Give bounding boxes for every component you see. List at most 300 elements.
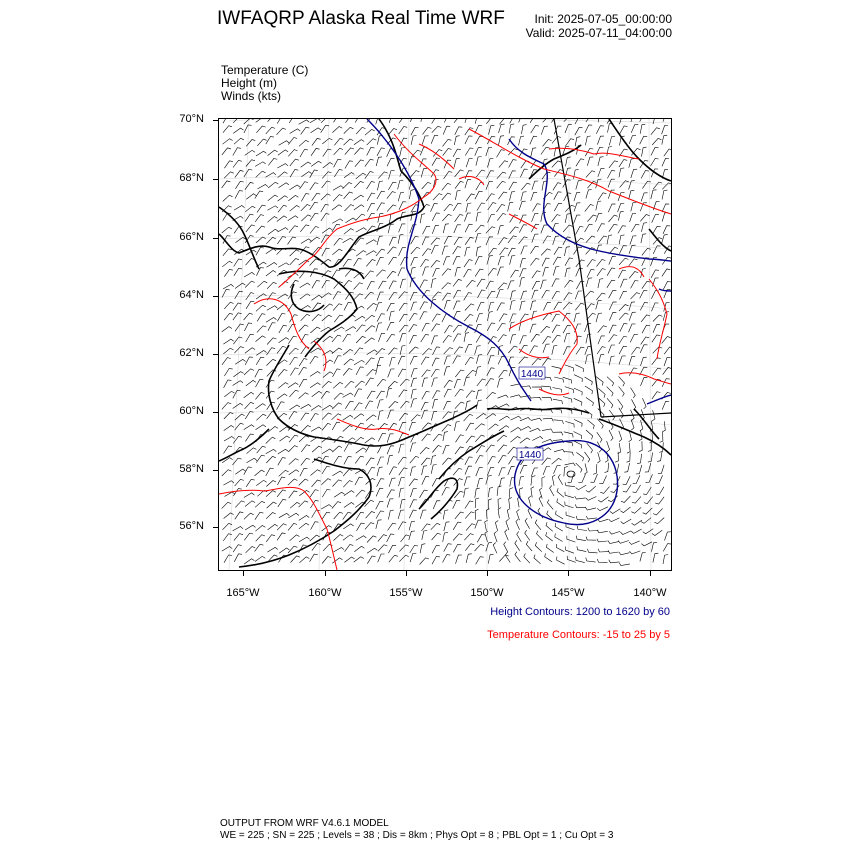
wind-barb	[299, 393, 309, 399]
wind-barb	[608, 345, 615, 353]
wind-barb	[623, 485, 631, 493]
wind-barb	[256, 248, 264, 256]
wind-barb	[510, 192, 516, 201]
wind-barb	[267, 217, 277, 223]
wind-barb	[497, 379, 503, 388]
wind-barb	[400, 333, 406, 342]
wind-barb	[596, 213, 603, 222]
wind-barb	[627, 452, 631, 462]
wind-barb	[564, 293, 572, 301]
wind-barb	[334, 170, 342, 178]
map-panel	[218, 118, 672, 571]
wind-barb	[422, 477, 429, 485]
wind-barb	[453, 203, 461, 211]
wind-barb	[411, 389, 417, 398]
wind-barb	[575, 119, 583, 124]
wind-barb	[366, 512, 375, 519]
wind-barb	[499, 478, 504, 487]
wind-barb	[233, 303, 242, 310]
wind-barb	[596, 245, 602, 254]
wind-barb	[543, 236, 551, 244]
wind-barb	[565, 492, 574, 498]
wind-barb	[651, 270, 659, 278]
wind-barb	[465, 179, 471, 188]
wind-barb	[532, 311, 537, 320]
wind-barb	[629, 190, 635, 199]
wind-barb	[346, 218, 356, 223]
wind-barb	[288, 138, 297, 145]
wind-barb	[388, 369, 395, 378]
map-canvas	[219, 119, 671, 570]
wind-barb	[433, 194, 442, 201]
wind-barb	[223, 284, 234, 289]
wind-barb	[255, 404, 265, 409]
wind-barb	[344, 457, 352, 465]
wind-barb	[511, 416, 522, 420]
wind-barb	[585, 355, 590, 365]
wind-barb	[432, 556, 440, 564]
wind-barb	[222, 327, 232, 332]
wind-barb	[432, 533, 441, 540]
wind-barb	[475, 269, 483, 277]
wind-barb	[266, 271, 276, 277]
wind-barb	[431, 523, 441, 530]
wind-barb	[498, 257, 504, 266]
wind-barb	[466, 436, 475, 443]
wind-barb	[410, 500, 417, 508]
wind-barb	[233, 160, 242, 167]
wind-barb	[398, 192, 404, 201]
wind-barb	[640, 124, 645, 134]
wind-barb	[519, 476, 524, 486]
wind-barb	[334, 456, 342, 464]
wind-barb	[553, 183, 561, 191]
wind-barb	[246, 479, 254, 487]
wind-barb	[332, 502, 341, 509]
wind-barb	[652, 358, 661, 365]
wind-barb	[495, 521, 498, 532]
wind-barb	[529, 496, 532, 507]
wind-barb	[400, 279, 406, 288]
init-time: Init: 2025-07-05_00:00:00	[534, 12, 672, 26]
wind-barb	[431, 238, 440, 245]
wind-barb	[575, 127, 583, 135]
wind-barb	[422, 531, 428, 540]
wind-barb	[290, 250, 300, 256]
wind-barb	[377, 292, 384, 300]
wind-barb	[333, 195, 342, 202]
wind-barb	[553, 432, 563, 435]
wind-barb	[642, 281, 651, 288]
wind-barb	[662, 190, 667, 199]
wind-barb	[222, 502, 232, 508]
wind-barb	[356, 325, 365, 332]
wind-barb	[498, 456, 506, 464]
wind-barb	[631, 202, 637, 211]
wind-barb	[543, 418, 554, 421]
wind-barb	[652, 368, 661, 375]
wind-barb	[421, 168, 427, 177]
wind-barb	[520, 465, 527, 473]
wind-barb	[486, 181, 493, 189]
wind-barb	[223, 195, 233, 201]
wind-barb	[586, 236, 595, 243]
wind-barb	[322, 248, 330, 256]
wind-barb	[268, 427, 278, 433]
wind-barb	[443, 446, 450, 454]
wind-barb	[488, 302, 494, 311]
wind-barb	[399, 127, 408, 135]
wind-barb	[453, 534, 462, 541]
wind-barb	[497, 435, 507, 441]
wind-barb	[498, 283, 507, 290]
wind-barb	[510, 227, 519, 234]
wind-barb	[322, 138, 332, 144]
wind-barb	[399, 444, 405, 453]
wind-barb	[354, 414, 364, 419]
wind-barb	[607, 235, 612, 244]
wind-barb	[442, 283, 452, 290]
wind-barb	[256, 294, 266, 299]
wind-barb	[410, 553, 416, 562]
wind-barb	[388, 510, 393, 519]
wind-barb	[663, 226, 670, 234]
wind-barb	[586, 171, 595, 178]
wind-barb	[486, 509, 489, 520]
wind-barb	[618, 270, 626, 278]
wind-barb	[610, 509, 620, 514]
wind-barb	[257, 139, 266, 146]
wind-barb	[279, 427, 289, 432]
wind-barb	[399, 413, 408, 420]
wind-barb	[509, 457, 517, 465]
wind-barb	[510, 395, 521, 398]
wind-barb	[444, 348, 453, 355]
wind-barb	[244, 533, 253, 540]
wind-barb	[291, 556, 300, 563]
wind-barb	[288, 216, 298, 221]
field-height: Height (m)	[221, 76, 278, 90]
wind-barb	[607, 268, 615, 276]
wind-barb	[505, 530, 509, 541]
wind-barb	[420, 490, 428, 498]
wind-barb	[598, 279, 603, 288]
wind-barb	[630, 551, 641, 554]
wind-barb	[574, 388, 582, 395]
wind-barb	[465, 148, 473, 156]
wind-barb	[532, 271, 541, 278]
wind-barb	[640, 215, 649, 222]
wind-barb	[508, 281, 515, 290]
wind-barb	[411, 302, 417, 311]
wind-barb	[246, 301, 254, 309]
wind-barb	[223, 249, 232, 256]
wind-barb	[443, 336, 452, 343]
wind-barb	[289, 491, 298, 498]
wind-barb	[550, 486, 554, 497]
wind-barb	[508, 236, 517, 243]
wind-barb	[257, 446, 266, 453]
wind-barb	[543, 337, 552, 344]
wind-barb	[420, 544, 425, 554]
wind-barb	[455, 447, 464, 454]
wind-barb	[497, 150, 505, 158]
wind-barb	[568, 474, 574, 483]
wind-barb	[641, 234, 646, 243]
wind-barb	[354, 348, 363, 355]
wind-barb	[453, 501, 460, 509]
wind-barb	[476, 390, 482, 399]
wind-barb	[598, 119, 603, 122]
wind-barb	[652, 392, 661, 399]
wind-barb	[332, 205, 342, 210]
wind-barb	[354, 546, 364, 551]
wind-barb	[486, 476, 492, 485]
wind-barb	[444, 356, 451, 365]
wind-barb	[267, 306, 278, 311]
wind-barb	[422, 378, 428, 387]
wind-barb	[387, 434, 393, 443]
wind-barb	[255, 512, 264, 519]
wind-barb	[343, 469, 352, 476]
wind-barb	[530, 301, 536, 310]
wind-barb	[662, 401, 669, 409]
wind-barb	[389, 237, 396, 245]
wind-barb	[542, 439, 553, 442]
wind-barb	[596, 126, 604, 134]
wind-barb	[420, 147, 427, 155]
wind-barb	[557, 499, 564, 508]
wind-barb	[464, 333, 469, 343]
wind-barb	[541, 147, 550, 154]
wind-barb	[244, 323, 252, 331]
wind-barb	[312, 281, 320, 289]
wind-barb	[444, 236, 452, 244]
wind-barb	[598, 388, 605, 397]
wind-barb	[301, 127, 310, 134]
wind-barb	[289, 470, 299, 475]
wind-barb	[321, 293, 331, 298]
wind-barb	[510, 119, 518, 123]
lon-label-160: 160°W	[308, 587, 342, 599]
wind-barb	[354, 195, 364, 200]
wind-barb	[653, 226, 661, 234]
wind-barb	[657, 452, 662, 462]
wind-barb	[508, 467, 515, 475]
wind-barb	[621, 519, 632, 524]
wind-barb	[334, 138, 343, 145]
wind-barb	[443, 224, 449, 233]
wind-barb	[541, 225, 548, 233]
wind-barb	[487, 467, 494, 475]
wind-barb	[585, 410, 592, 419]
wind-barb	[299, 140, 309, 146]
wind-barb	[563, 347, 570, 355]
wind-barb	[510, 488, 514, 498]
wind-barb	[411, 127, 419, 135]
wind-barb	[608, 179, 615, 187]
wind-barb	[343, 183, 353, 189]
wind-barb	[563, 377, 572, 383]
wind-barb	[543, 302, 550, 310]
wind-barb	[629, 356, 635, 365]
wind-barb	[377, 148, 385, 156]
wind-barb	[409, 347, 418, 354]
wind-barb	[346, 119, 355, 123]
wind-barb	[507, 508, 510, 519]
wind-barb	[629, 272, 638, 279]
wind-barb	[554, 420, 564, 424]
wind-barb	[422, 182, 431, 189]
wind-barb	[630, 213, 636, 222]
wind-barb	[420, 280, 428, 288]
wind-barb	[475, 488, 480, 498]
wind-barb	[519, 136, 525, 145]
wind-barb	[422, 237, 429, 245]
wind-barb	[619, 563, 630, 566]
wind-barb	[575, 496, 586, 499]
wind-barb	[279, 183, 289, 188]
wind-barb	[586, 304, 595, 311]
wind-barb	[497, 486, 501, 496]
wind-barb	[517, 509, 520, 520]
wind-barb	[300, 294, 310, 299]
wind-barb	[464, 488, 469, 498]
wind-barb	[387, 205, 396, 212]
wind-barb	[455, 389, 464, 396]
wind-barb	[222, 261, 232, 267]
wind-barb	[552, 279, 560, 287]
wind-barb	[455, 190, 460, 200]
wind-barb	[530, 428, 541, 431]
wind-barb	[640, 136, 648, 144]
wind-barb	[453, 522, 461, 530]
wind-barb	[663, 119, 670, 122]
wind-barb	[410, 545, 418, 553]
wind-barb	[546, 544, 553, 553]
wind-barb	[311, 128, 321, 133]
wind-barb	[488, 203, 497, 210]
wind-barb	[454, 158, 460, 167]
wind-barb	[399, 314, 407, 322]
wind-barb	[343, 369, 352, 376]
wind-barb	[246, 225, 255, 232]
wind-barb	[574, 432, 582, 440]
wind-barb	[577, 526, 587, 531]
wind-barb	[278, 499, 286, 507]
wind-barb	[498, 225, 504, 234]
wind-barb	[322, 405, 333, 410]
wind-barb	[609, 290, 617, 298]
wind-barb	[475, 234, 481, 243]
wind-barb	[476, 170, 485, 177]
wind-barb	[631, 529, 642, 533]
wind-barb	[509, 497, 512, 508]
wind-barb	[311, 470, 321, 476]
wind-barb	[235, 479, 244, 486]
wind-barb	[465, 128, 474, 135]
wind-barb	[531, 334, 540, 341]
wind-barb	[598, 519, 609, 522]
wind-barb	[333, 480, 342, 487]
wind-barb	[398, 356, 405, 364]
wind-barb	[366, 358, 375, 365]
wind-barb	[266, 380, 275, 387]
wind-barb	[233, 148, 241, 156]
wind-barb	[631, 169, 637, 178]
wind-barb	[310, 213, 318, 221]
wind-barb	[633, 475, 640, 483]
wind-barb	[377, 236, 383, 245]
wind-barb	[629, 245, 636, 254]
wind-barb	[499, 119, 508, 124]
wind-barb	[355, 160, 364, 167]
wind-barb	[651, 190, 657, 199]
wind-barb	[621, 496, 630, 503]
wind-barb	[554, 450, 565, 453]
wind-barb	[365, 523, 374, 530]
wind-barb	[256, 336, 266, 342]
wind-barb	[343, 349, 353, 355]
wind-barb	[530, 246, 538, 254]
wind-barb	[299, 325, 309, 332]
wind-barb	[420, 302, 428, 310]
wind-barb	[266, 137, 274, 145]
wind-barb	[543, 467, 550, 475]
wind-barb	[310, 227, 319, 234]
lon-tick	[568, 571, 569, 576]
wind-barb	[542, 258, 550, 266]
wind-barb	[547, 500, 553, 510]
wind-barb	[377, 314, 385, 322]
wind-barb	[564, 452, 574, 456]
wind-barb	[597, 530, 608, 533]
wind-barb	[511, 270, 519, 278]
wind-barb	[299, 557, 309, 563]
wind-barb	[256, 126, 265, 133]
wind-barb	[631, 419, 634, 430]
wind-barb	[277, 490, 286, 497]
wind-barb	[531, 192, 537, 201]
wind-barb	[255, 501, 265, 507]
wind-barb	[652, 303, 659, 311]
wind-barb	[255, 215, 264, 222]
wind-barb	[454, 380, 461, 389]
wind-barb	[377, 479, 385, 487]
lon-label-165: 165°W	[226, 587, 260, 599]
wind-barb	[224, 380, 232, 388]
wind-barb	[499, 314, 507, 322]
wind-barb	[223, 126, 232, 133]
wind-barb	[366, 251, 377, 256]
wind-barb	[535, 542, 542, 551]
wind-barb	[586, 398, 593, 407]
wind-barb	[454, 136, 459, 145]
wind-barb	[554, 302, 562, 310]
wind-barb	[653, 325, 660, 333]
wind-barb	[334, 512, 343, 519]
wind-barb	[224, 446, 232, 454]
wind-barb	[525, 518, 530, 529]
wind-barb	[420, 448, 429, 455]
wind-barb	[245, 402, 254, 409]
wind-barb	[497, 205, 506, 212]
wind-barb	[222, 470, 232, 476]
wind-barb	[488, 248, 497, 255]
wind-barb	[399, 468, 408, 475]
wind-barb	[662, 158, 669, 166]
wind-barb	[411, 378, 417, 387]
